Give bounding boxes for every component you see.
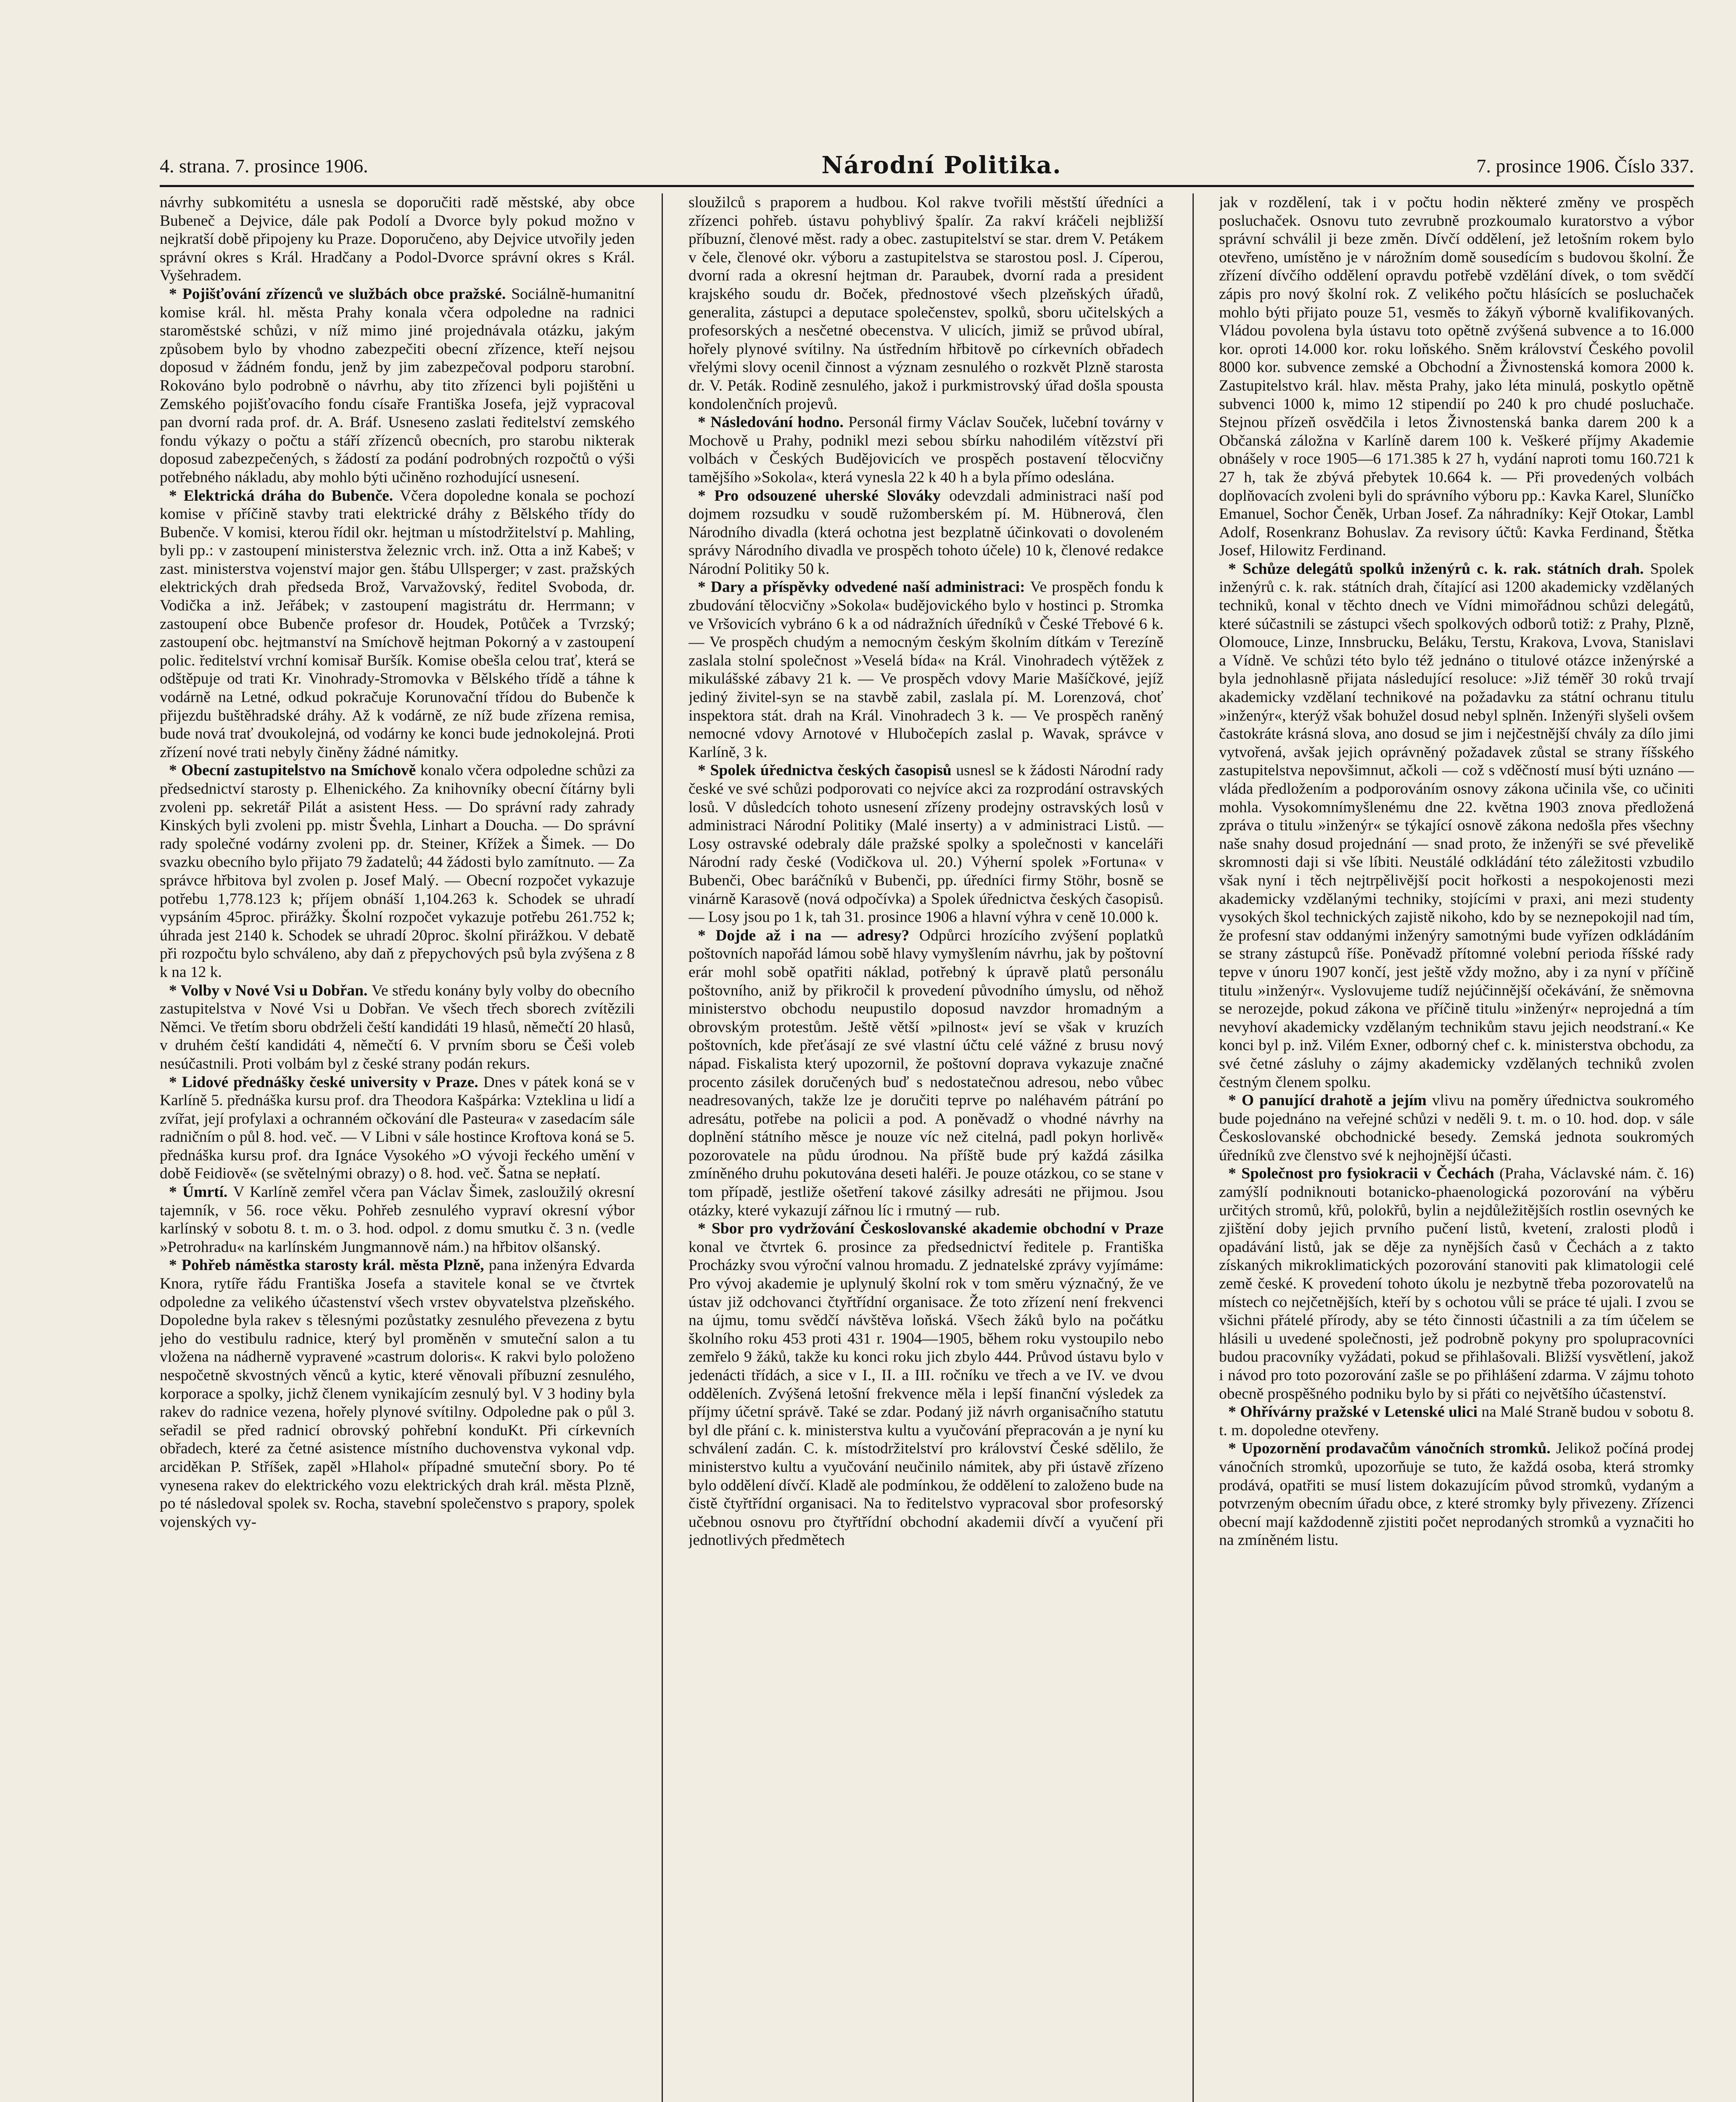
article-paragraph: [1219, 193, 1694, 560]
article-text: Odpůrci hrozícího zvýšení poplatků poštovních napořád lámou sobě hlavy vymyšlením návrhu, jak by poštovní erár mohl sobě opatřiti náklad, potřebný k úpravě platů personálu poštovního, aniž by přikročil k provedení původního úmyslu, od něhož ministerstvo obchodu neupustilo doposud navzdor hromadným a obrovským protestům. Ještě větší »pilnost« jeví se však v kruzích poštovních, kde přeťásají ze své vlastní účtu celé vážné z brusu nový nápad. Fiskalista který upozornil, že poštovní doprava vykazuje značné procento zásilek doručených buď s nedostatečnou adresou, nebo vůbec neadresovaných, takže lze je doručiti teprve po naléhavém pátrání po adresátu, potřebe na policii a pod. A poněvadž o vhodné návrhy na doplnění státního měsce je nouze víc než citelná, padl pokyn horlivě« pozorovatele na půdu úrodnou. Na příště bude prý každá zásilka zmíněného druhu pokutována deseti haléři. Je pouze otázkou, co se stane v tom případě, jestliže ošetření takové zásilky adresáti ne přijmou. Jsou otázky, které vykazují zářnou líc i rmutný — rub.: [689, 927, 1163, 1219]
article-paragraph: [689, 1220, 1163, 1550]
article-text: (Praha, Václavské nám. č. 16) zamýšlí podniknouti botanicko-phaenologická pozorování na výběru určitých stromů, křů, polokřů, bylin a nejdůležitějších rostlin osevných ke zjištění doby jejich prvního pučení listů, kvetení, zralosti plodů i opadávání listů, jak se děje za nynějších časů v Čechách a z takto získaných mikroklimatických pozorování stanoviti pak klimatologii celé země české. K provedení tohoto úkolu je nezbytně třeba pozorovatelů na místech co nejčetnějších, kteří by s ochotou vůli se práce té ujali. I zvou se všichni přátelé přírody, aby se této činnosti účastnili a za tím účelem se hlásili u uvedené společnosti, jež podrobně pokyny pro spolupracovníci budou pracovníky vyžádati, pokud se přihlašovali. Bližší vysvětlení, jakož i návod pro toto pozorování zašle se po přihlášení zdarma. V zájmu tohoto obecně prospěšného podniku bylo by si přáti co největšího účastenství.: [1219, 1165, 1694, 1402]
newspaper-page: [160, 147, 1694, 2102]
article-paragraph: [160, 982, 635, 1073]
article-paragraph: [1219, 1439, 1694, 1550]
article-paragraph: [160, 487, 635, 762]
article-text: Sociálně-humanitní komise král. hl. města Prahy konala včera odpoledne na radnici staroměstské schůzi, v níž mimo jiné projednávala otázku, jakým způsobem bylo by vhodno zabezpečiti obecní zřízence, kteří nejsou doposud v žádném fondu, jenž by jim zabezpečoval podporu starobní. Rokováno bylo podrobně o návrhu, aby tito zřízenci byli pojištěni u Zemského pojišťovacího fondu císaře Františka Josefa, jejž vypracoval pan dvorní rada prof. dr. A. Bráf. Usneseno zaslati ředitelství zemského fondu výkazy o počtu a stáří zřízenců obecních, pro starobu nikterak doposud zabezpečených, s žádostí za podání podrobných rozpočtů o výši potřebného nákladu, aby mohlo býti učiněno rozhodující usnesení.: [160, 285, 635, 486]
article-text: na Malé Straně budou v sobotu 8. t. m. dopoledne otevřeny.: [1219, 1403, 1694, 1439]
column-divider: [662, 193, 663, 2102]
article-paragraph: [1219, 1165, 1694, 1403]
article-paragraph: [689, 578, 1163, 761]
article-heading: * Volby v Nové Vsi u Dobřan.: [169, 982, 372, 999]
article-text: Ve středu konány byly volby do obecního zastupitelstva v Nové Vsi u Dobřan. Ve všech třech sborech zvítězili Němci. Ve třetím sboru obdrželi čeští kandidáti 19 hlasů, němečtí 20 hlasů, v druhém čeští kandidáti 4, němečtí 6. V prvním sboru se Češi voleb nesúčastnili. Proti volbám byl z české strany podán rekurs.: [160, 982, 635, 1072]
article-text: Dnes v pátek koná se v Karlíně 5. přednáška kursu prof. dra Theodora Kašpárka: Vzteklina u lidí a zvířat, její profylaxi a ochranném očkování dle Pasteura« v zasedacím sále radničním o půl 8. hod. več. — V Libni v sále hostince Kroftova koná se 5. přednáška kursu prof. dra Ignáce Vysokého »O vývoji řeckého umění v době Feidiově« (se světelnými obrazy) o 8. hod. več. Šatna se nepłatí.: [160, 1073, 635, 1183]
article-text: Spolek inženýrů c. k. rak. státních drah, čítající asi 1200 akademicky vzdělaných techniků, konal v těchto dnech ve Vídni mimořádnou schůzi delegátů, které súčastnili se zástupci všech spolkových odborů totiž: z Prahy, Plzně, Olomouce, Linze, Innsbrucku, Beláku, Terstu, Krakova, Lvova, Stanislavi a Vídně. Ve schůzi této bylo též jednáno o titulové otázce inženýrské a byla jednohlasně přijata následující resoluce: »Již téměř 30 roků trvají akademicky vzdělaní technikové na požadavku za státní ochranu titulu »inženýr«, kterýž však bohužel dosud nebyl splněn. Inženýři slyšeli ovšem častokráte krásná slova, ano dosud se jim i nejčestnější chvály za dílo jimi vytvořená, avšak jejich oprávněný požadavek zůstal se strany říšského zastupitelstva nepovšimnut, ačkoli — což s vděčností musí býti uznáno — vláda předložením a podporováním osnovy zákona učinila vše, co učiniti mohla. Vysokomnímyšlenému dne 22. května 1903 znova předložená zpráva o titulu »inženýr« se týkající osnově zákona nedošla přes všechny naše snahy dosud projednání — snad proto, že inženýři se své převelikě skromnosti daji si vše líbiti. Neustálé odkládání této záležitosti vzbudilo však nyní i těch nejtrpělivější pocit hořkosti a nespokojenosti mezi akademicky vzdělanými techniky, stojícími v praxi, ani mezi studenty vysokých škol technických zajistě nikoho, kdo by se neznepokojil nad tím, že profesní stav oddanými inženýry samotnými bude vyřízen odkládáním se strany zástupců říše. Poněvadž přítomné volební perioda říšské rady tepve v únoru 1907 končí, jest ještě vždy možno, aby i za nyní v příčině titulu »inženýr«. Vyslovujeme tudíž nejúčinnější očekávání, že sněmovna se nerozejde, pokud zákona ve příčině titulu »inženýr« neprojedná a tím nevyhoví akademicky vzdělaným technikům stavu jejich neodstraní.« Ke konci byl p. inž. Vilém Exner, odborný chef c. k. ministerstva obchodu, za své četné zásluhy o zájmy akademicky vzdělaných techniků zvolen čestným členem spolku.: [1219, 560, 1694, 1091]
article-heading: * Schůze delegátů spolků inženýrů c. k. rak. státních drah.: [1228, 560, 1650, 578]
article-heading: * O panující drahotě a jejím: [1228, 1092, 1432, 1109]
article-heading: * Upozornění prodavačům vánočních stromků.: [1228, 1440, 1556, 1458]
newspaper-title: Národní Politika.: [821, 151, 1062, 179]
article-column-2: [689, 193, 1163, 2102]
article-text: sloužilců s praporem a hudbou. Kol rakve tvořili městští úředníci a zřízenci pohřeb. ústavu pohyblivý špalír. Za rakví kráčeli nejbližší příbuzní, členové měst. rady a obec. zastupitelství se star. drem V. Petákem v čele, členové okr. výboru a zastupitelstva se starostou posl. J. Cíperou, dvorní rada a okresní hejtman dr. Paraubek, dvorní rada a president krajského soudu dr. Boček, přednostové všech plzeňských úřadů, generalita, zástupci a deputace společenstev, spolků, sboru učitelských a profesorských a nesčetné obecenstva. V ulicích, jimiž se průvod ubíral, hořely plynové svítilny. Na ústředním hřbitově po církevních obřadech vřelými slovy ocenil činnost a význam zesnulého o rozkvět Plzně starosta dr. V. Peták. Rodině zesnulého, jakož i purkmistrovský úřad došla spousta kondolenčních projevů.: [689, 194, 1163, 413]
article-paragraph: [689, 927, 1163, 1220]
article-heading: * Obecní zastupitelstvo na Smíchově: [169, 762, 420, 779]
article-heading: * Společnost pro fysiokracii v Čechách: [1228, 1165, 1500, 1183]
article-heading: * Dojde až i na — adresy?: [698, 927, 919, 944]
article-text: návrhy subkomitétu a usnesla se doporučiti radě městské, aby obce Bubeneč a Dejvice, dále pak Podolí a Dvorce byly pokud možno v nejkratší době připojeny ku Praze. Doporučeno, aby Dejvice utvořily jeden správní okres s Král. Hradčany a Podol-Dvorce správní okres s Král. Vyšehradem.: [160, 194, 635, 285]
article-heading: * Sbor pro vydržování Českoslovanské akademie obchodní v Praze: [698, 1220, 1163, 1238]
article-text: pana inženýra Edvarda Knora, rytíře řádu Františka Josefa a stavitele konal se ve čtvrtek odpoledne za velikého účastenství všech vrstev obyvatelstva plzeňského. Dopoledne byla rakev s tělesnými pozůstatky zesnulého převezena z bytu jeho do vestibulu radnice, který byl proměněn v smuteční salon a tu vložena na nádherně vypravené »castrum doloris«. K rakvi bylo položeno nespočetně skvostných věnců a kytic, které věnovali příbuzní zesnulého, korporace a spolky, jichž členem vynikajícím zesnulý byl. V 3 hodiny byla rakev do radnice vezena, hořely plynové svítilny. Odpoledne pak o půl 3. seřadil se před radnicí obrovský pohřební konduKt. Při církevních obřadech, které za četné asistence místního duchovenstva vykonal vdp. arciděkan P. Stříšek, zapěl »Hlahol« případné smuteční sbory. Po té vynesena rakev do elektrického vozu elektrických drah král. města Plzně, po té následoval spolek sv. Rocha, stavební společenstvo s prapory, spolek vojenských vy-: [160, 1257, 635, 1531]
article-text: konalo včera odpoledne schůzi za předsednictví starosty p. Elhenického. Za knihovníky obecní čítárny byli zvoleni pp. sekretář Pilát a asistent Hess. — Do správní rady zahrady Kinských byli zvoleni pp. mistr Švehla, Linhart a Doucha. — Do správní rady společné vodárny zvoleni pp. dr. Steiner, Křížek a Šimek. — Do svazku obecního bylo přijato 79 žadatelů; 44 žádosti bylo zamítnuto. — Za správce hřbitova byl zvolen p. Josef Malý. — Obecní rozpočet vykazuje potřebu 1,778.123 k; příjem obnáší 1,104.263 k. Schodek se uhradí vypsáním 45proc. přirážky. Školní rozpočet vykazuje potřebu 261.752 k; úhrada jest 2140 k. Schodek se uhradí 20proc. školní přirážkou. V debatě při rozpočtu bylo schváleno, aby daň z přepychových psů byla zvýšena z 8 k na 12 k.: [160, 762, 635, 981]
article-heading: * Lidové přednášky české university v Praze.: [169, 1073, 483, 1091]
article-paragraph: [160, 193, 635, 285]
column-divider: [1193, 193, 1194, 2102]
article-paragraph: [689, 761, 1163, 926]
article-paragraph: [160, 285, 635, 487]
article-paragraph: [1219, 560, 1694, 1091]
article-paragraph: [689, 487, 1163, 578]
page-number-date: 4. strana. 7. prosince 1906.: [160, 155, 368, 177]
article-heading: * Pro odsouzené uherské Slováky: [698, 487, 950, 504]
article-paragraph: [160, 1256, 635, 1531]
article-text: usnesl se k žádosti Národní rady české ve své schůzi podporovati co nejvíce akci za rozprodání ostravských losů. V důsledcích tohoto usnesení zřízeny prodejny ostravských losů v administraci Národní Politiky (Malé inserty) a v administraci Listů. — Losy ostravské odebraly dále pražské spolky a společnosti v kanceláři Národní rady české (Vodičkova ul. 20.) Výherní spolek »Fortuna« v Bubenči, Obec baráčníků v Bubenči, pp. úředníci firmy Stöhr, bosně se vinárně Karasově (nová odpočívka) a Spolek úřednictva českých časopisů. — Losy jsou po 1 k, tah 31. prosince 1906 a hlavní výhra v ceně 10.000 k.: [689, 762, 1163, 926]
article-text: Personál firmy Václav Souček, lučební továrny v Mochově u Prahy, podnikl mezi sebou sbírku nahodilém vítězství při volbách v Českých Budějovicích ve prospěch postavení tělocvičny tamějšího »Sokola«, která vynesla 22 k 40 h a byla přímo odeslána.: [689, 414, 1163, 486]
article-text: Ve prospěch fondu k zbudování tělocvičny »Sokola« budějovického bylo v hostinci p. Stromka ve Vršovicích vybráno 6 k a od nádražních úředníků v České Třebové 6 k. — Ve prospěch chudým a nemocným českým školním dítkám v Terezíně zaslala stolní společnost »Veselá bída« na Král. Vinohradech výtěžek z mikulášské zábavy 21 k. — Ve prospěch vdovy Marie Mašíčkové, jejíž jediný živitel-syn se na stavbě zabil, zaslala pí. M. Lorenzová, choť inspektora stát. drah na Král. Vinohradech 3 k. — Ve prospěch raněný nemocné vdovy Arnotové v Hlubočepích zaslal p. Wavak, správce v Karlíně, 3 k.: [689, 578, 1163, 761]
article-paragraph: [1219, 1091, 1694, 1165]
article-heading: * Následování hodno.: [698, 414, 849, 431]
article-paragraph: [689, 413, 1163, 486]
article-text: Včera dopoledne konala se pochozí komise v příčině stavby trati elektrické dráhy z Bělského třídy do Bubenče. V komisi, kterou řídil okr. hejtman u místodržitelství p. Mahling, byli pp.: v zastoupení ministerstva železnic vrch. inž. Otta a inž Kabeš; v zast. ministerstva vojenství major gen. štábu Ullsperger; v zast. pražských elektrických drah předseda Brož, Varvažovský, ředitel Svoboda, dr. Vodička a inž. Jeřábek; v zastoupení magistrátu dr. Herrmann; v zastoupení obce Bubenče profesor dr. Houdek, Potůček a Tvrzský; zastoupení obc. hejtmanství na Smíchově hejtman Pokorný a v zastoupení polic. ředitelství vrchní komisař Buršík. Komise obešla celou trať, která se odštěpuje od trati Kr. Vinohrady-Stromovka v Bělského třídě a táhne k vodárně na Letné, odkud pokračuje Korunovační třídou do Bubenče k přijezdu buštěhradské dráhy. Až k vodárně, ze níž bude zřízena remisa, bude nová trať dvoukolejná, od vodárny ke konci bude jednokolejná. Proti zřízení nové trati nebyly činěny žádné námitky.: [160, 487, 635, 761]
article-text: konal ve čtvrtek 6. prosince za předsednictví ředitele p. Františka Procházky svou výroční valnou hromadu. Z jednatelské zprávy vyjímáme: Pro vývoj akademie je uplynulý školní rok v tom směru význačný, že ve ústav již odchovanci čtyřtřídní organisace. Že toto zřízení není frekvenci na újmu, tomu svědčí návštěva loňská. Všech žáků bylo na počátku školního roku 453 proti 431 r. 1904—1905, během roku vystoupilo nebo zemřelo 9 žáků, takže ku konci roku jich zbylo 444. Průvod ústavu bylo v jedenácti třídách, a sice v I., II. a III. ročníku ve třech a ve IV. ve dvou odděleních. Zvýšená letošní frekvence měla i lepší finanční výsledek za příjmy účetní správě. Také se zdar. Podaný již návrh organisačního statutu byl dle přání c. k. ministerstva kultu a vyučování přepracován a je nyní ku schválení zadán. C. k. místodržitelství pro království České sdělilo, že ministerstvo kultu a vyučování neučinilo námitek, aby při ústavě zřízeno bylo oddělení dívčí. Kladě ale podmínkou, že oddělení to založeno bude na čistě čtyřtřídní organisaci. Na to ředitelstvo vypracoval sbor profesorský učebnou osnovu pro čtyřtřídní obchodní akademii dívčí a vyučení při jednotlivých předmětech: [689, 1238, 1163, 1549]
article-heading: * Pojišťování zřízenců ve službách obce pražské.: [169, 285, 512, 303]
article-heading: * Úmrtí.: [169, 1183, 233, 1201]
article-heading: * Dary a příspěvky odvedené naší administraci:: [698, 578, 1030, 596]
article-text: vlivu na poměry úřednictva soukromého bude pojednáno na veřejné schůzi v neděli 9. t. m. o 10. hod. dop. v sále Českoslovanské obchodnické besedy. Zemská jednota soukromých úředníků zve členstvo své k nejhojnější účasti.: [1219, 1092, 1694, 1164]
article-heading: * Spolek úřednictva českých časopisů: [698, 762, 956, 779]
article-paragraph: [1219, 1403, 1694, 1439]
article-paragraph: [689, 193, 1163, 413]
article-paragraph: [160, 1183, 635, 1256]
page-header: [160, 147, 1694, 187]
article-heading: * Pohřeb náměstka starosty král. města Plzně,: [169, 1257, 489, 1274]
article-text: jak v rozdělení, tak i v počtu hodin některé změny ve prospěch posluchaček. Osnovu tuto zevrubně prozkoumalo kuratorstvo a výbor správní schválil ji beze změn. Dívčí oddělení, jež letošním rokem bylo otevřeno, umístěno je v nárožním domě sousedícím s budovou školní. Že zřízení dívčího oddělení opravdu potřebě vzdělání dívek, o tom svědčí zápis pro nový školní rok. Z velikého počtu hlásících se posluchaček mohlo býti přijato pouze 51, vesměs to žákyň výborně kvalifikovaných. Vládou povolena byla ústavu toto opětně zvýšená subvence a to 16.000 kor. oproti 14.000 kor. roku loňského. Sněm království Českého povolil 8000 kor. subvence zemské a Obchodní a Živnostenská komora 2000 k. Zastupitelstvo král. hlav. města Prahy, jako léta minulá, poskytlo opětně subvenci 1000 k, mimo 12 stipendií po 240 k pro chudé posluchače. Stejnou přízeň osvědčila i letos Živnostenská banka darem 200 k a Občanská záložna v Karlíně darem 100 k. Veškeré příjmy Akademie obnášely v roce 1905—6 171.385 k 27 h, vydání naproti tomu 160.721 k 27 h, tak že zbývá přebytek 10.664 k. — Při provedených volbách doplňovacích zvoleni byli do správního výboru pp.: Kavka Karel, Sluníčko Emanuel, Sochor Čeněk, Urban Josef. Za náhradníky: Kejř Otokar, Lambl Adolf, Rosenkranz Bohuslav. Za revisory účtů: Kavka Ferdinand, Štětka Josef, Hilowitz Ferdinand.: [1219, 194, 1694, 560]
article-text: V Karlíně zemřel včera pan Václav Šimek, zasloužilý okresní tajemník, v 56. roce věku. Pohřeb zesnulého vypraví okresní výbor karlínský v sobotu 8. t. m. o 3. hod. odpol. z domu smutku č. 3 n. (vedle »Petrohradu« na karlínském Jungmannově nám.) na hřbitov olšanský.: [160, 1183, 635, 1256]
issue-date-number: 7. prosince 1906. Číslo 337.: [1476, 155, 1694, 177]
article-column-1: [160, 193, 635, 2102]
article-column-3: [1219, 193, 1694, 2102]
article-heading: * Ohřívárny pražské v Letenské ulici: [1228, 1403, 1482, 1421]
article-text: odevzdali administraci naší pod dojmem rozsudku v soudě ružomberském pí. M. Hübnerová, člen Národního divadla (která ochotna jest bezplatně účinkovati o dovoleném správy Národního divadla ve prospěch tohoto účele) 10 k, členové redakce Národní Politiky 50 k.: [689, 487, 1163, 578]
article-paragraph: [160, 761, 635, 981]
article-text: Jelikož počíná prodej vánočních stromků, upozorňuje se tuto, že každá osoba, která stromky prodává, opatřiti se musí listem dokazujícím původ stromků, vydaným a potvrzeným obecním úřadu obce, z které stromky byly přivezeny. Zřízenci obecní mají každodenně zjistiti počet neprodaných stromků a vyznačiti ho na zmíněném listu.: [1219, 1440, 1694, 1549]
article-heading: * Elektrická dráha do Bubenče.: [169, 487, 400, 504]
article-paragraph: [160, 1073, 635, 1183]
